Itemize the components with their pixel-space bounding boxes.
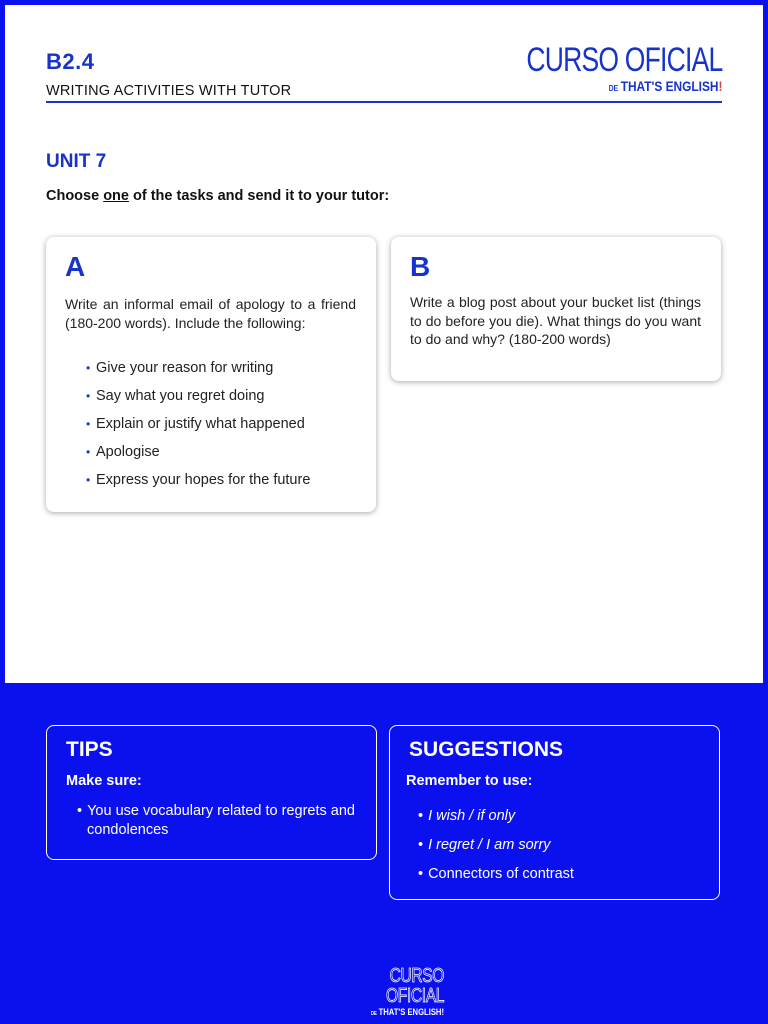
task-instruction [46,188,389,204]
tips-list [77,802,367,840]
curso-oficial-logo [471,43,722,98]
task-letter: B [410,251,431,282]
bullet-icon: • [418,837,424,853]
course-level: B2.4 [46,49,95,74]
bullet-icon: • [77,803,83,819]
footer-logo-brand: THAT'S ENGLISH [378,1007,442,1017]
task-description: Write a blog post about your bucket list (things to do before you die). What things do you want to do and why? (180-200 words) [410,294,701,347]
footer-logo-exclaim: ! [441,1007,444,1017]
header-divider [46,101,722,103]
task-letter: A [65,251,86,282]
list-item [418,831,574,860]
list-item: • Give your reason for writing [86,354,310,382]
footer-logo-prefix: DE [370,1011,377,1017]
task-card-b [391,237,721,381]
suggestions-list [418,802,574,889]
task-bullet-list [86,354,310,494]
instruction-emphasis: one [103,188,129,204]
list-item: • Apologise [86,438,310,466]
task-description: Write an informal email of apology to a friend (180-200 words). Include the following: [65,296,356,331]
tip-text: You use vocabulary related to regrets and condolences [87,803,355,838]
instruction-pre: Choose [46,188,104,204]
page-subtitle: WRITING ACTIVITIES WITH TUTOR [46,83,292,99]
footer-logo-line-1: CURSO OFICIAL [386,965,444,1007]
list-item [418,802,574,831]
unit-title: UNIT 7 [46,151,107,172]
instruction-post: of the tasks and send it to your tutor: [128,188,390,204]
suggestion-text: Connectors of contrast [428,866,574,882]
suggestions-lead: Remember to use: [406,773,533,789]
list-item [418,860,574,889]
list-item: • Say what you regret doing [86,382,310,410]
task-card-a [46,237,376,512]
tips-box [46,725,377,860]
logo-line-1: CURSO OFICIAL [525,41,722,79]
list-item: • Explain or justify what happened [86,410,310,438]
bullet-icon: • [418,808,424,824]
footer-logo-line-2 [359,1006,444,1020]
list-item: • Express your hopes for the future [86,466,310,494]
tips-lead: Make sure: [66,773,142,789]
suggestions-title: SUGGESTIONS [409,738,564,761]
list-item [77,802,367,840]
worksheet-page [5,5,763,683]
logo-brand: THAT'S ENGLISH [620,78,719,94]
tips-title: TIPS [66,738,113,761]
bullet-icon: • [418,866,424,882]
logo-line-2 [508,77,722,98]
suggestion-text: I wish / if only [428,808,516,824]
footer-logo [344,966,444,1020]
suggestions-box [389,725,720,900]
logo-exclaim: ! [718,78,722,94]
logo-prefix: DE [608,84,618,93]
suggestion-text: I regret / I am sorry [428,837,551,853]
